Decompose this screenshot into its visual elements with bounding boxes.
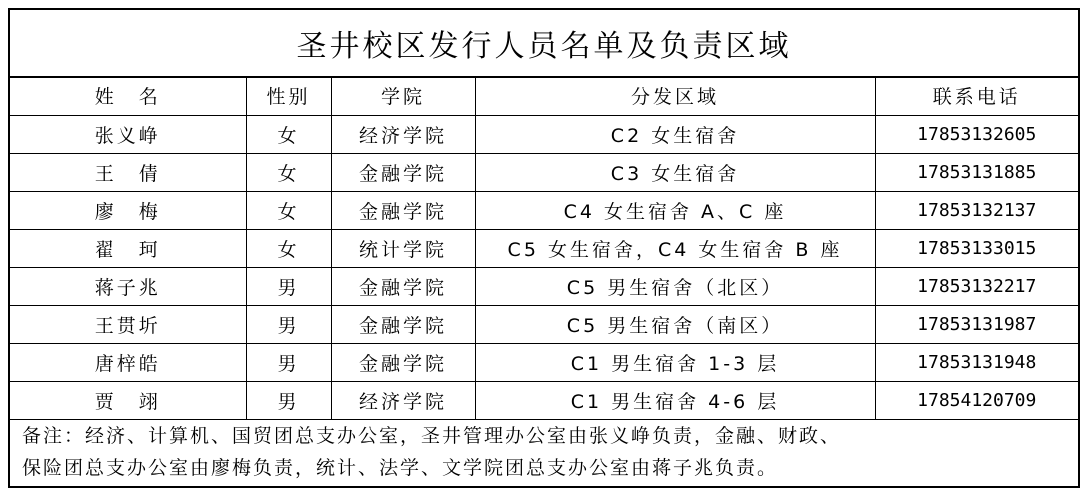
cell-name: 唐梓皓 <box>10 344 246 382</box>
cell-name: 王贯圻 <box>10 306 246 344</box>
header-area: 分发区域 <box>475 76 875 116</box>
cell-name: 张义峥 <box>10 116 246 154</box>
cell-college: 金融学院 <box>331 344 475 382</box>
cell-college: 经济学院 <box>331 116 475 154</box>
header-gender: 性别 <box>246 76 331 116</box>
cell-gender: 女 <box>246 116 331 154</box>
table-row <box>10 154 1078 192</box>
cell-area: C1 男生宿舍 4-6 层 <box>475 382 875 420</box>
cell-college: 经济学院 <box>331 382 475 420</box>
cell-area: C4 女生宿舍 A、C 座 <box>475 192 875 230</box>
cell-phone: 17853131987 <box>875 306 1078 344</box>
header-phone: 联系电话 <box>875 76 1078 116</box>
header-college: 学院 <box>331 76 475 116</box>
cell-phone: 17853131885 <box>875 154 1078 192</box>
cell-area: C2 女生宿舍 <box>475 116 875 154</box>
remarks-line-2: 保险团总支办公室由廖梅负责，统计、法学、文学院团总支办公室由蒋子兆负责。 <box>22 457 779 479</box>
cell-college: 金融学院 <box>331 306 475 344</box>
cell-area: C3 女生宿舍 <box>475 154 875 192</box>
roster-table <box>10 76 1078 420</box>
table-row <box>10 116 1078 154</box>
cell-name: 王 倩 <box>10 154 246 192</box>
cell-gender: 男 <box>246 382 331 420</box>
cell-gender: 女 <box>246 154 331 192</box>
header-name: 姓 名 <box>10 76 246 116</box>
page-title: 圣井校区发行人员名单及负责区域 <box>10 10 1078 78</box>
cell-name: 廖 梅 <box>10 192 246 230</box>
cell-name: 翟 珂 <box>10 230 246 268</box>
cell-area: C1 男生宿舍 1-3 层 <box>475 344 875 382</box>
cell-college: 金融学院 <box>331 154 475 192</box>
cell-phone: 17853132217 <box>875 268 1078 306</box>
remarks-note <box>10 414 1078 486</box>
cell-college: 金融学院 <box>331 192 475 230</box>
table-row <box>10 344 1078 382</box>
table-row <box>10 306 1078 344</box>
cell-area: C5 男生宿舍（北区） <box>475 268 875 306</box>
remarks-line-1: 备注：经济、计算机、国贸团总支办公室，圣井管理办公室由张义峥负责，金融、财政、 <box>22 425 842 447</box>
cell-area: C5 女生宿舍，C4 女生宿舍 B 座 <box>475 230 875 268</box>
table-header-row <box>10 76 1078 116</box>
cell-phone: 17854120709 <box>875 382 1078 420</box>
cell-gender: 男 <box>246 344 331 382</box>
cell-name: 贾 翊 <box>10 382 246 420</box>
roster-frame <box>8 8 1080 488</box>
table-row <box>10 192 1078 230</box>
cell-gender: 男 <box>246 306 331 344</box>
table-row <box>10 230 1078 268</box>
cell-college: 统计学院 <box>331 230 475 268</box>
cell-phone: 17853132605 <box>875 116 1078 154</box>
cell-gender: 男 <box>246 268 331 306</box>
cell-gender: 女 <box>246 230 331 268</box>
cell-gender: 女 <box>246 192 331 230</box>
cell-college: 金融学院 <box>331 268 475 306</box>
cell-name: 蒋子兆 <box>10 268 246 306</box>
cell-phone: 17853132137 <box>875 192 1078 230</box>
table-row <box>10 268 1078 306</box>
cell-phone: 17853133015 <box>875 230 1078 268</box>
cell-phone: 17853131948 <box>875 344 1078 382</box>
cell-area: C5 男生宿舍（南区） <box>475 306 875 344</box>
